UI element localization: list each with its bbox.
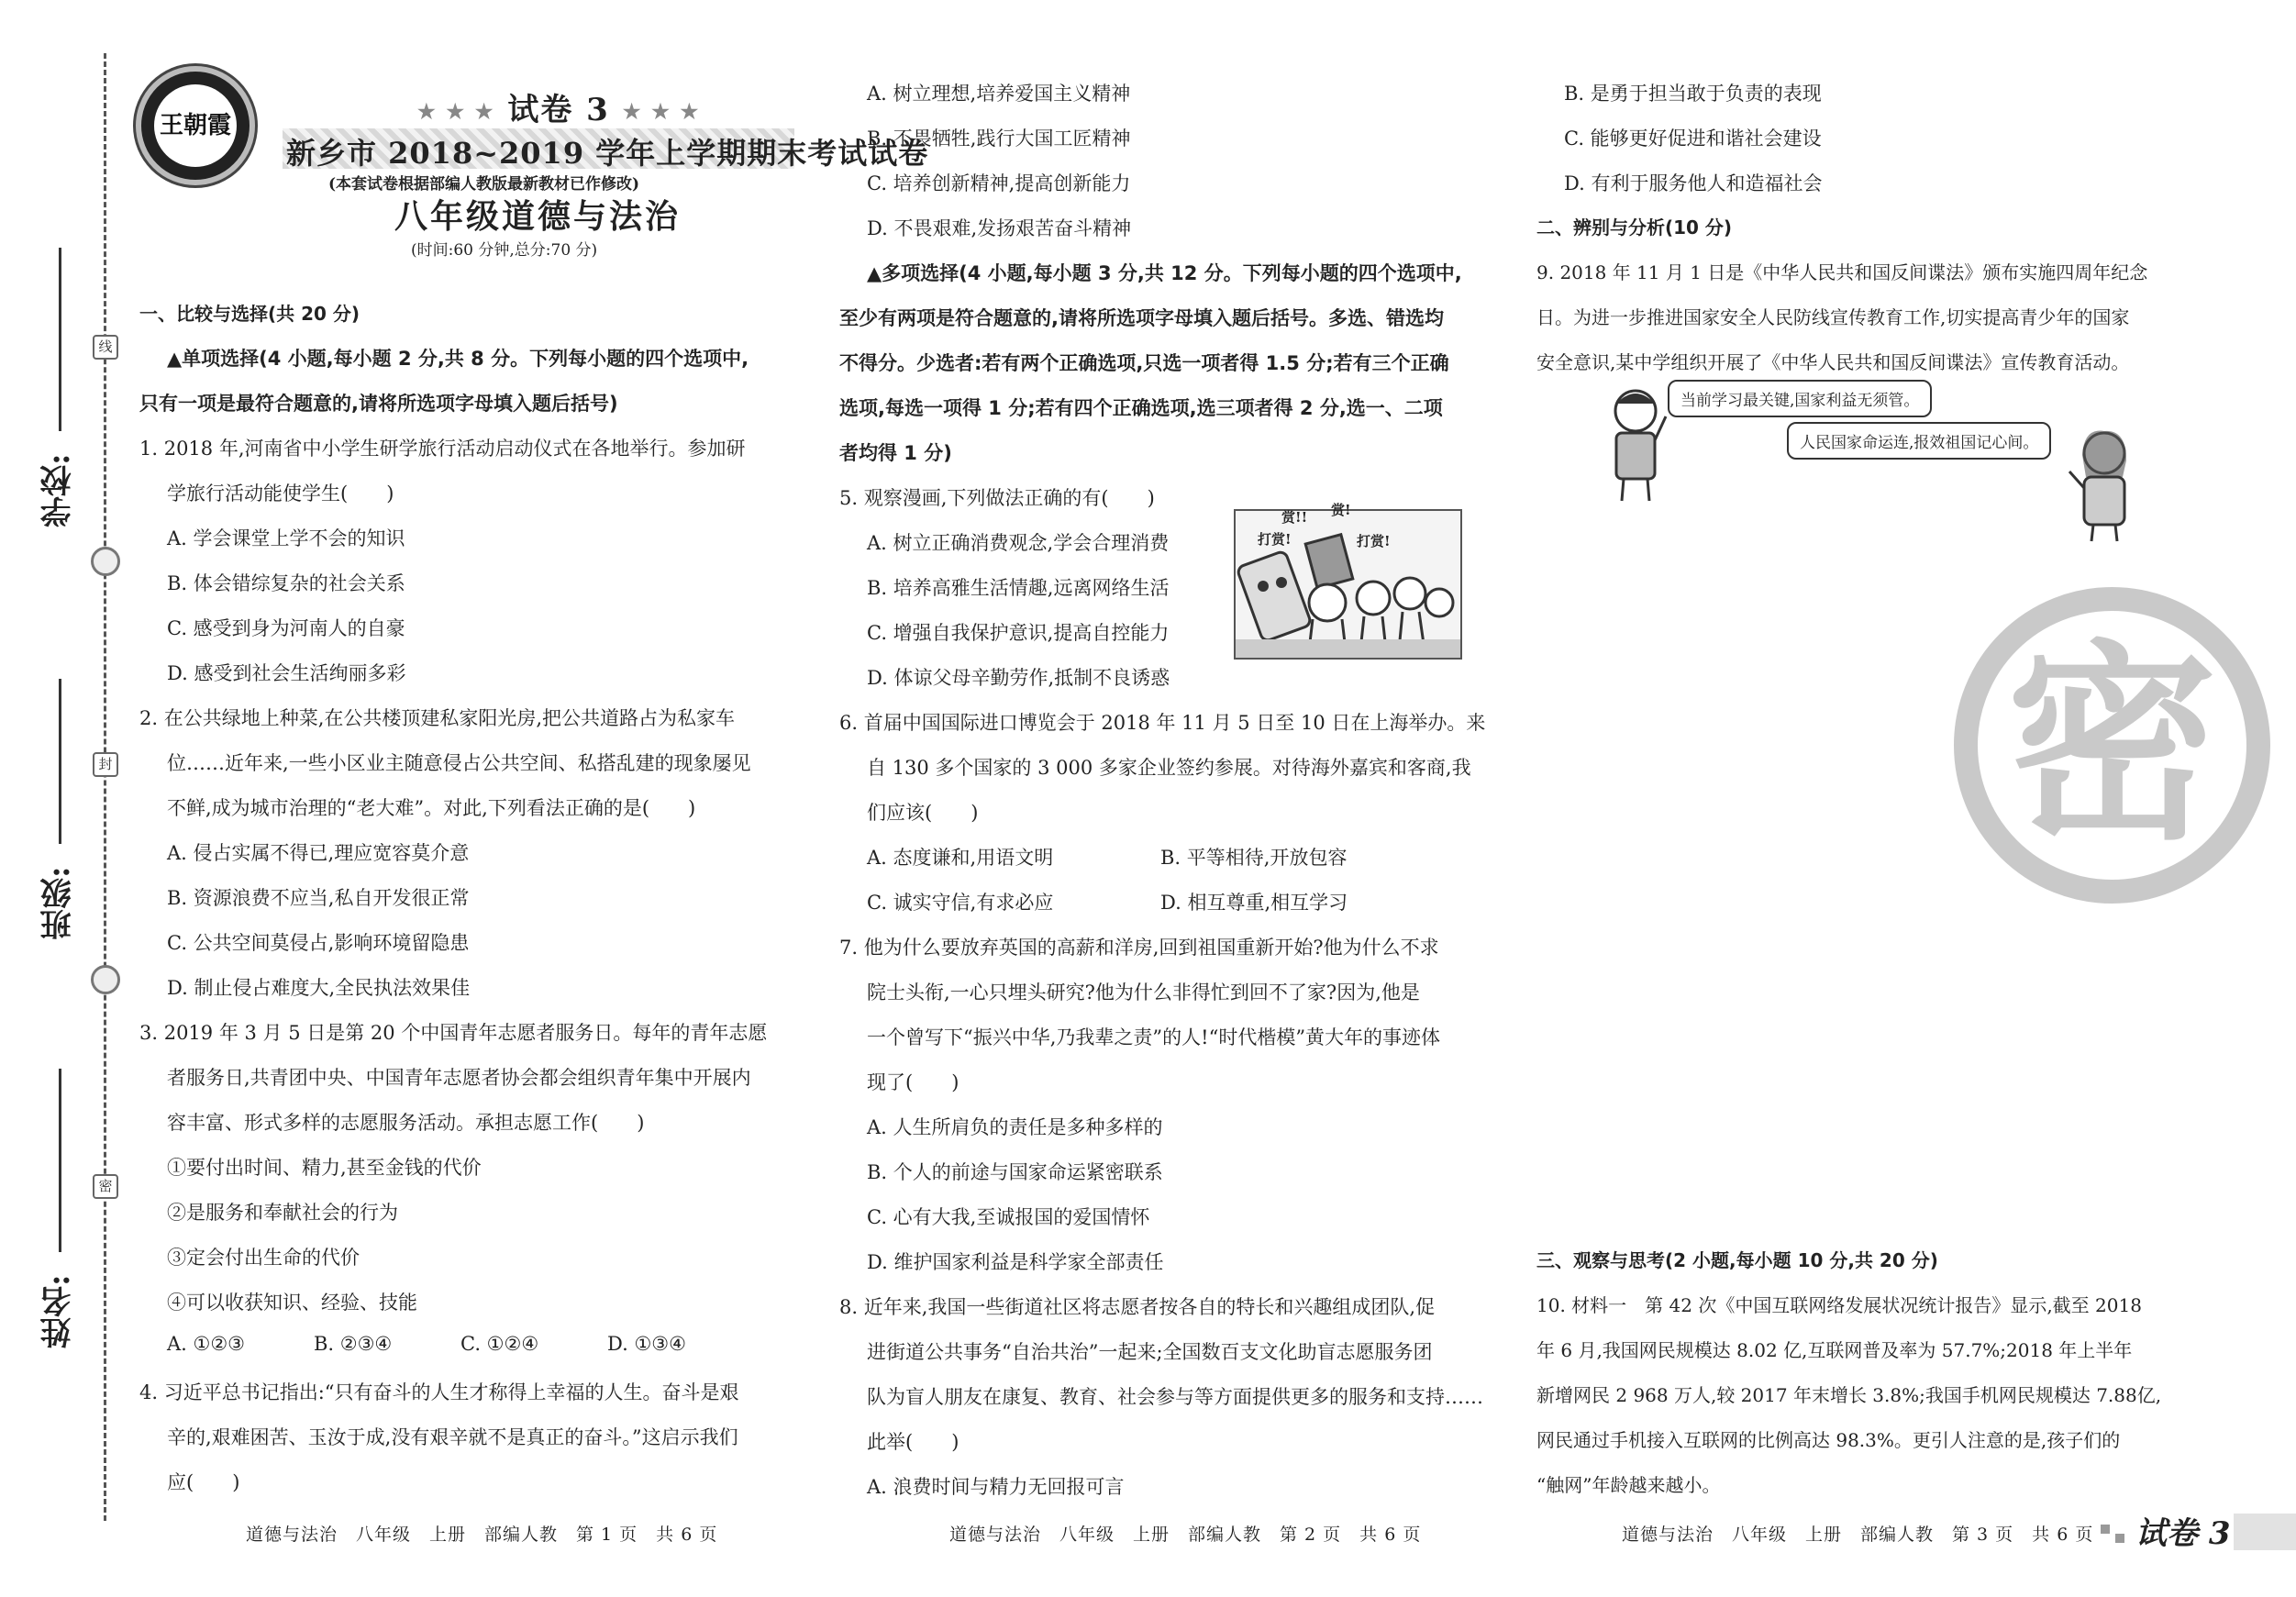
footer-grey-bar (2234, 1514, 2296, 1550)
girl-student-icon (2066, 424, 2139, 543)
question-8-text: 队为盲人朋友在康复、教育、社会参与等方面提供更多的服务和支持…… (867, 1386, 1483, 1408)
question-9-text: 日。为进一步推进国家安全人民防线宣传教育工作,切实提高青少年的国家 (1536, 306, 2130, 328)
paper-number-title (417, 84, 700, 129)
class-label: 班级: (40, 866, 77, 941)
cartoon-word: 打赏! (1258, 531, 1292, 548)
time-score-note: (时间:60 分钟,总分:70 分) (411, 241, 598, 260)
question-3-text: 3. 2019 年 3 月 5 日是第 20 个中国青年志愿者服务日。每年的青年志愿 (139, 1022, 768, 1044)
section-1-heading: 一、比较与选择(共 20 分) (139, 303, 360, 325)
question-10-text: 新增网民 2 968 万人,较 2017 年末增长 3.8%;我国手机网民规模达 7.88亿, (1536, 1384, 2162, 1406)
class-fill-line (59, 679, 61, 844)
question-3-item: ②是服务和奉献社会的行为 (167, 1202, 398, 1224)
binding-knot-icon (91, 547, 120, 576)
question-1-option: C. 感受到身为河南人的自豪 (167, 617, 405, 639)
question-6-option: B. 平等相待,开放包容 (1160, 847, 1348, 869)
question-6-option: D. 相互尊重,相互学习 (1160, 892, 1348, 914)
cartoon-word: 赏! (1331, 502, 1351, 518)
star-decoration-icon: ★ ★ ★ (417, 100, 495, 124)
question-8-option: C. 能够更好促进和谐社会建设 (1564, 128, 1822, 150)
multi-choice-intro: 者均得 1 分) (839, 442, 952, 464)
single-choice-intro: 只有一项是最符合题意的,请将所选项字母填入题后括号) (139, 393, 618, 415)
footer-paper-tag: 试卷 3 (2135, 1515, 2231, 1552)
page-1-footer: 道德与法治 八年级 上册 部编人教 第 1 页 共 6 页 (246, 1525, 718, 1545)
question-8-text: 8. 近年来,我国一些街道社区将志愿者按各自的特长和兴趣组成团队,促 (839, 1296, 1436, 1318)
question-4-option: D. 不畏艰难,发扬艰苦奋斗精神 (867, 217, 1132, 239)
question-3-item: ①要付出时间、精力,甚至金钱的代价 (167, 1157, 482, 1179)
question-1-text: 学旅行活动能使学生( ) (167, 482, 394, 505)
question-10-text: “触网”年龄越来越小。 (1536, 1474, 1721, 1496)
question-6-option: A. 态度谦和,用语文明 (867, 847, 1054, 869)
question-7-option: D. 维护国家利益是科学家全部责任 (867, 1251, 1164, 1273)
question-4-option: C. 培养创新精神,提高创新能力 (867, 172, 1131, 194)
question-7-option: C. 心有大我,至诚报国的爱国情怀 (867, 1206, 1150, 1228)
multi-choice-intro: 不得分。少选者:若有两个正确选项,只选一项者得 1.5 分;若有三个正确 (839, 352, 1449, 374)
question-3-item: ③定会付出生命的代价 (167, 1247, 360, 1269)
question-10-text: 网民通过手机接入互联网的比例高达 98.3%。更引人注意的是,孩子们的 (1536, 1429, 2121, 1451)
question-1-option: D. 感受到社会生活绚丽多彩 (167, 662, 406, 684)
question-4-option: B. 不畏牺牲,践行大国工匠精神 (867, 128, 1131, 150)
question-8-option: D. 有利于服务他人和造福社会 (1564, 172, 1823, 194)
publisher-logo (136, 66, 255, 185)
question-9-text: 安全意识,某中学组织开展了《中华人民共和国反间谍法》宣传教育活动。 (1536, 351, 2130, 373)
question-3-option: C. ①②④ (460, 1333, 539, 1355)
question-7-text: 一个曾写下“振兴中华,乃我辈之责”的人!“时代楷模”黄大年的事迹体 (867, 1026, 1441, 1048)
question-3-item: ④可以收获知识、经验、技能 (167, 1292, 417, 1314)
binding-mark-xian: 线 (93, 335, 118, 360)
question-7-text: 现了( ) (867, 1071, 959, 1093)
girl-speech-bubble: 人民国家命运连,报效祖国记心间。 (1787, 422, 2051, 460)
multi-choice-intro: 选项,每选一项得 1 分;若有四个正确选项,选三项者得 2 分,选一、二项 (839, 397, 1443, 419)
subject-title: 八年级道德与法治 (394, 197, 682, 236)
question-2-text: 位……近年来,一些小区业主随意侵占公共空间、私搭乱建的现象屡见 (167, 752, 751, 774)
question-7-option: A. 人生所肩负的责任是多种多样的 (867, 1116, 1163, 1138)
confidential-seal-char: 密 (2006, 621, 2218, 869)
page-3-footer: 道德与法治 八年级 上册 部编人教 第 3 页 共 6 页 (1622, 1525, 2094, 1545)
multi-choice-intro: 至少有两项是符合题意的,请将所选项字母填入题后括号。多选、错选均 (839, 307, 1444, 329)
question-5-option: A. 树立正确消费观念,学会合理消费 (867, 532, 1170, 554)
question-5-text: 5. 观察漫画,下列做法正确的有( ) (839, 487, 1155, 509)
question-5-option: B. 培养高雅生活情趣,远离网络生活 (867, 577, 1170, 599)
question-10-text: 10. 材料一 第 42 次《中国互联网络发展状况统计报告》显示,截至 2018 (1536, 1294, 2142, 1316)
binding-mark-feng: 封 (93, 752, 118, 777)
school-label: 学校: (40, 453, 77, 528)
question-1-text: 1. 2018 年,河南省中小学生研学旅行活动启动仪式在各地举行。参加研 (139, 438, 746, 460)
question-3-text: 者服务日,共青团中央、中国青年志愿者协会都会组织青年集中开展内 (167, 1067, 751, 1089)
question-3-option: A. ①②③ (167, 1333, 245, 1355)
question-4-text: 辛的,艰难困苦、玉汝于成,没有艰辛就不是真正的奋斗。”这启示我们 (167, 1426, 738, 1448)
question-1-option: A. 学会课堂上学不会的知识 (167, 527, 405, 549)
question-3-option: B. ②③④ (314, 1333, 393, 1355)
star-decoration-icon: ★ ★ ★ (622, 100, 701, 124)
cartoon-word: 赏!! (1281, 509, 1308, 526)
name-fill-line (59, 1069, 61, 1252)
question-8-text: 进街道公共事务“自治共治”一起来;全国数百支文化助盲志愿服务团 (867, 1341, 1433, 1363)
question-2-option: A. 侵占实属不得已,理应宽容莫介意 (167, 842, 470, 864)
question-2-option: C. 公共空间莫侵占,影响环境留隐患 (167, 932, 470, 954)
question-7-text: 院士头衔,一心只埋头研究?他为什么非得忙到回不了家?因为,他是 (867, 981, 1420, 1004)
boy-student-icon (1603, 383, 1668, 503)
question-2-text: 2. 在公共绿地上种菜,在公共楼顶建私家阳光房,把公共道路占为私家车 (139, 707, 736, 729)
question-6-text: 们应该( ) (867, 802, 979, 824)
section-2-heading: 二、辨别与分析(10 分) (1536, 216, 1733, 238)
question-6-option: C. 诚实守信,有求必应 (867, 892, 1054, 914)
question-8-text: 此举( ) (867, 1431, 959, 1453)
question-7-option: B. 个人的前途与国家命运紧密联系 (867, 1161, 1163, 1183)
binding-mark-mi: 密 (93, 1174, 118, 1199)
exam-revision-note: (本套试卷根据部编人教版最新教材已作修改) (328, 175, 640, 194)
exam-title: 新乡市 2018~2019 学年上学期期末考试试卷 (286, 136, 929, 171)
question-6-text: 自 130 多个国家的 3 000 多家企业签约参展。对待海外嘉宾和客商,我 (867, 757, 1471, 779)
footer-decoration-icon (2101, 1525, 2110, 1534)
logo-text: 王朝霞 (154, 84, 237, 167)
section-3-heading: 三、观察与思考(2 小题,每小题 10 分,共 20 分) (1536, 1249, 1938, 1271)
question-5-option: C. 增强自我保护意识,提高自控能力 (867, 622, 1170, 644)
single-choice-intro: ▲单项选择(4 小题,每小题 2 分,共 8 分。下列每小题的四个选项中, (167, 348, 749, 370)
question-2-text: 不鲜,成为城市治理的“老大难”。对此,下列看法正确的是( ) (167, 797, 696, 819)
binding-knot-icon (91, 965, 120, 994)
paper-tag: 试卷 3 (507, 92, 610, 128)
page-2-footer: 道德与法治 八年级 上册 部编人教 第 2 页 共 6 页 (949, 1525, 1422, 1545)
question-3-text: 容丰富、形式多样的志愿服务活动。承担志愿工作( ) (167, 1112, 645, 1134)
multi-choice-intro: ▲多项选择(4 小题,每小题 3 分,共 12 分。下列每小题的四个选项中, (867, 262, 1462, 284)
question-8-option: B. 是勇于担当敢于负责的表现 (1564, 83, 1822, 105)
tipping-cartoon (1234, 502, 1462, 660)
question-2-option: D. 制止侵占难度大,全民执法效果佳 (167, 977, 471, 999)
question-4-text: 应( ) (167, 1471, 240, 1493)
question-5-option: D. 体谅父母辛勤劳作,抵制不良诱惑 (867, 667, 1170, 689)
cartoon-word: 打赏! (1357, 533, 1391, 549)
question-9-text: 9. 2018 年 11 月 1 日是《中华人民共和国反间谍法》颁布实施四周年纪念 (1536, 261, 2148, 283)
question-4-option: A. 树立理想,培养爱国主义精神 (867, 83, 1131, 105)
question-3-option: D. ①③④ (607, 1333, 686, 1355)
question-7-text: 7. 他为什么要放弃英国的高薪和洋房,回到祖国重新开始?他为什么不求 (839, 937, 1439, 959)
question-1-option: B. 体会错综复杂的社会关系 (167, 572, 405, 594)
question-2-option: B. 资源浪费不应当,私自开发很正常 (167, 887, 470, 909)
name-label: 姓名: (40, 1274, 77, 1349)
question-6-text: 6. 首届中国国际进口博览会于 2018 年 11 月 5 日至 10 日在上海举办。来 (839, 712, 1486, 734)
binding-dashed-line (104, 53, 106, 1521)
boy-speech-bubble: 当前学习最关键,国家利益无须管。 (1668, 380, 1932, 417)
question-4-text: 4. 习近平总书记指出:“只有奋斗的人生才称得上幸福的人生。奋斗是艰 (139, 1381, 739, 1403)
question-10-text: 年 6 月,我国网民规模达 8.02 亿,互联网普及率为 57.7%;2018 年上半年 (1536, 1339, 2133, 1361)
question-8-option: A. 浪费时间与精力无回报可言 (867, 1476, 1125, 1498)
footer-decoration-icon (2115, 1534, 2124, 1543)
school-fill-line (59, 248, 61, 431)
